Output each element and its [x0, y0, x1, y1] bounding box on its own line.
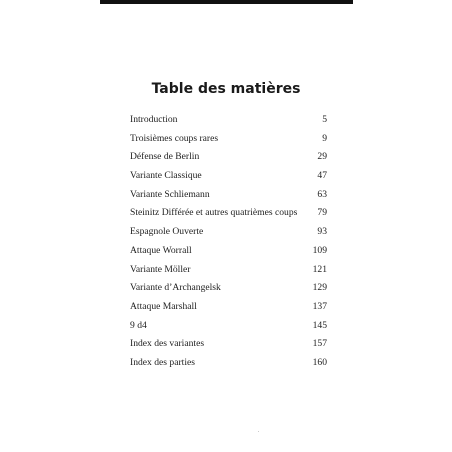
toc-row-index-des-variantes	[130, 338, 327, 357]
toc-page-number: 137	[312, 300, 327, 312]
toc-label: Index des variantes	[130, 338, 205, 350]
toc-page-number: 160	[312, 356, 327, 368]
toc-row-attaque-marshall	[130, 301, 327, 320]
toc-page-number: 47	[317, 170, 327, 182]
toc-label: Index des parties	[130, 356, 196, 368]
toc-row-introduction	[130, 114, 327, 133]
toc-row-troisiemes-coups-rares	[130, 133, 327, 152]
toc-page-number: 157	[312, 338, 327, 350]
toc-page-number: 129	[312, 282, 327, 294]
toc-page-number: 5	[322, 114, 327, 125]
top-border	[100, 0, 353, 4]
toc-row-defense-de-berlin	[130, 151, 327, 170]
toc-row-variante-classique	[130, 170, 327, 189]
paper-speck	[258, 431, 259, 432]
toc-row-index-des-parties	[130, 357, 327, 376]
toc-row-variante-archangelsk	[130, 282, 327, 301]
page-title: Table des matières	[151, 81, 301, 97]
toc-label: Variante Schliemann	[130, 188, 210, 200]
toc-page-number: 29	[317, 151, 327, 163]
toc-label: Variante d’Archangelsk	[130, 282, 221, 294]
toc-page-number: 145	[312, 319, 327, 331]
toc-label: Steinitz Différée et autres quatrièmes coups	[130, 207, 298, 219]
toc-label: Attaque Marshall	[130, 300, 197, 312]
toc-row-attaque-worrall	[130, 245, 327, 264]
toc-label: 9 d4	[130, 319, 147, 331]
toc-label: Défense de Berlin	[130, 151, 200, 163]
toc-label: Espagnole Ouverte	[130, 226, 204, 238]
toc-page-number: 109	[312, 244, 327, 256]
toc-page-number: 79	[317, 207, 327, 219]
toc-label: Attaque Worrall	[130, 244, 192, 256]
table-of-contents	[130, 114, 327, 376]
toc-label: Troisièmes coups rares	[130, 132, 219, 144]
toc-page-number: 93	[317, 226, 327, 238]
toc-page-number: 121	[312, 263, 327, 275]
toc-row-variante-schliemann	[130, 189, 327, 208]
toc-label: Variante Möller	[130, 263, 191, 275]
toc-row-9-d4	[130, 320, 327, 339]
toc-page-number: 9	[322, 132, 327, 144]
toc-label: Introduction	[130, 114, 178, 125]
toc-row-variante-moller	[130, 264, 327, 283]
toc-page-number: 63	[317, 188, 327, 200]
toc-row-steinitz-differee	[130, 207, 327, 226]
toc-label: Variante Classique	[130, 170, 202, 182]
toc-row-espagnole-ouverte	[130, 226, 327, 245]
